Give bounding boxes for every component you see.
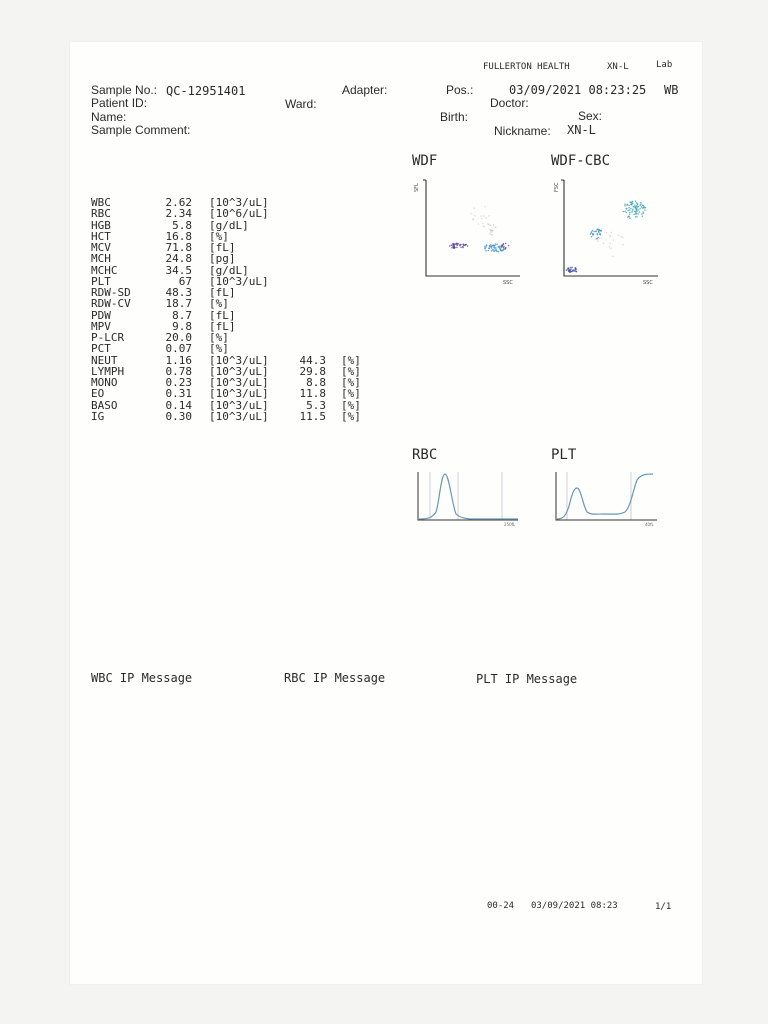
lymph-cluster-dot: [459, 245, 461, 247]
result-unit: [10^3/uL]: [209, 398, 269, 412]
patient-id-label: Patient ID:: [91, 96, 148, 110]
nickname-value: XN-L: [567, 123, 596, 137]
result-name: EO: [91, 387, 105, 401]
debris-dot: [478, 223, 480, 225]
wbc-cluster-dot: [631, 202, 633, 204]
wbc-cluster-dot: [638, 213, 640, 215]
rbc-ghost-dot: [569, 270, 571, 272]
wbc-cluster-dot: [638, 209, 640, 211]
wbc-cluster-dot: [636, 202, 638, 204]
result-unit: [pg]: [209, 252, 236, 266]
result-value: 0.31: [165, 387, 192, 401]
rbc-distribution-curve: [419, 474, 518, 519]
neut-cluster-dot: [492, 245, 494, 247]
wbc-cluster-dot: [629, 213, 631, 215]
result-unit: [fL]: [209, 286, 236, 299]
plt-x-axis-label: 40fL: [645, 522, 654, 527]
result-unit: [g/dL]: [209, 263, 249, 277]
result-name: MONO: [91, 376, 118, 389]
debris-dot: [470, 213, 472, 215]
result-name: NEUT: [91, 353, 118, 367]
wbc-cluster-dot: [640, 202, 642, 204]
wdf-cbc-cell-clusters: [566, 200, 647, 273]
wbc-cluster-dot: [600, 234, 602, 236]
rbc-ghost-dot: [568, 267, 570, 269]
wbc-cluster-dot: [635, 208, 637, 210]
wbc-cluster-dot: [595, 230, 597, 232]
result-percent: 44.3: [299, 353, 326, 367]
result-value: 67: [178, 274, 192, 288]
wbc-cluster-dot: [644, 209, 646, 211]
result-name: RBC: [91, 207, 111, 221]
result-name: PLT: [91, 274, 111, 288]
mono-cluster-dot: [492, 230, 494, 232]
result-name: LYMPH: [91, 364, 125, 378]
neut-cluster-dot: [496, 251, 498, 253]
wdf-cbc-title: WDF-CBC: [551, 153, 611, 169]
wbc-cluster-dot: [597, 234, 599, 236]
mono-cluster-dot: [490, 225, 492, 227]
wbc-cluster-dot: [629, 209, 631, 211]
result-unit: [10^6/uL]: [209, 207, 269, 221]
footer-page: 1/1: [655, 902, 672, 912]
neut-cluster-dot: [488, 250, 490, 252]
mono-cluster-dot: [489, 233, 491, 235]
wbc-cluster-dot: [644, 206, 646, 208]
wbc-cluster-dot: [640, 203, 642, 205]
rbc-ghost-dot: [570, 267, 572, 269]
result-percent-unit: [%]: [341, 353, 361, 367]
wbc-cluster-dot: [632, 201, 634, 203]
wbc-cluster-dot: [632, 208, 634, 210]
wbc-cluster-dot: [591, 236, 593, 238]
neut-cluster-dot: [485, 250, 487, 252]
debris-dot: [474, 207, 476, 209]
debris-dot: [488, 215, 490, 217]
neut-cluster-dot: [491, 246, 493, 248]
wbc-cluster-dot: [632, 206, 634, 208]
neut-cluster-dot: [489, 245, 491, 247]
result-name: IG: [91, 409, 105, 423]
debris-dot: [485, 217, 487, 219]
wdf-cell-clusters: [449, 206, 509, 252]
wbc-cluster-dot: [624, 211, 626, 213]
neut-cluster-dot: [498, 246, 500, 248]
neut-cluster-dot: [498, 251, 500, 253]
result-value: 1.16: [165, 353, 192, 367]
wbc-cluster-dot: [590, 232, 592, 234]
neut-cluster-dot: [499, 247, 501, 249]
rbc-ghost-dot: [576, 271, 578, 273]
result-unit: [%]: [209, 331, 229, 344]
debris-dot: [473, 218, 475, 220]
neut-cluster-dot: [493, 247, 495, 249]
wbc-cluster-dot: [592, 230, 594, 232]
wbc-ip-message: WBC IP Message: [91, 671, 193, 685]
debris-dot: [608, 246, 610, 248]
result-unit: [%]: [209, 342, 229, 356]
wbc-cluster-dot: [639, 211, 641, 213]
result-percent: 11.8: [299, 387, 326, 401]
wbc-cluster-dot: [641, 213, 643, 215]
result-value: 48.3: [165, 286, 192, 299]
wdf-scattergram: [410, 176, 526, 286]
lymph-cluster-dot: [457, 243, 459, 245]
wbc-cluster-dot: [637, 204, 639, 206]
wdf-y-axis-label: SFL: [414, 183, 420, 192]
lymph-cluster-dot: [451, 244, 453, 246]
result-name: BASO: [91, 398, 118, 412]
result-unit: [fL]: [209, 308, 236, 322]
result-unit: [10^3/uL]: [209, 196, 269, 209]
result-name: HGB: [91, 218, 111, 232]
debris-dot: [487, 223, 489, 225]
org-name: FULLERTON HEALTH: [483, 62, 570, 72]
debris-dot: [611, 232, 613, 234]
result-value: 34.5: [165, 263, 192, 277]
result-unit: [10^3/uL]: [209, 376, 269, 389]
wbc-cluster-dot: [596, 238, 598, 240]
result-name: HCT: [91, 229, 111, 243]
result-unit: [%]: [209, 229, 229, 243]
wbc-cluster-dot: [632, 210, 634, 212]
eo-cluster-dot: [501, 244, 503, 246]
wdf-cbc-x-axis-label: SSC: [643, 280, 653, 286]
mono-cluster-dot: [493, 224, 495, 226]
result-unit: [10^3/uL]: [209, 353, 269, 367]
result-name: MCHC: [91, 263, 118, 277]
lymph-cluster-dot: [449, 245, 451, 247]
neut-cluster-dot: [486, 244, 488, 246]
result-value: 24.8: [165, 252, 192, 266]
result-unit: [%]: [209, 297, 229, 311]
wdf-cbc-scattergram: [550, 176, 666, 286]
neut-cluster-dot: [492, 249, 494, 251]
neut-cluster-dot: [494, 245, 496, 247]
birth-label: Birth:: [440, 110, 469, 124]
result-percent-unit: [%]: [341, 398, 361, 412]
lymph-cluster-dot: [456, 247, 458, 249]
doctor-label: Doctor:: [490, 96, 529, 110]
debris-dot: [622, 244, 624, 246]
rbc-x-axis-label: 250fL: [504, 522, 516, 527]
sample-no-label: Sample No.:: [91, 83, 158, 97]
nickname-label: Nickname:: [494, 124, 551, 138]
wbc-cluster-dot: [593, 231, 595, 233]
wbc-cluster-dot: [636, 216, 638, 218]
mono-cluster-dot: [490, 230, 492, 232]
wbc-cluster-dot: [623, 211, 625, 213]
neut-cluster-dot: [503, 249, 505, 251]
debris-dot: [594, 239, 596, 241]
neut-cluster-dot: [500, 250, 502, 252]
wbc-cluster-dot: [629, 212, 631, 214]
result-name: MPV: [91, 319, 111, 333]
result-value: 0.30: [165, 409, 192, 423]
wbc-cluster-dot: [635, 211, 637, 213]
debris-dot: [481, 218, 483, 220]
rbc-ip-message: RBC IP Message: [284, 671, 386, 685]
debris-dot: [601, 238, 603, 240]
debris-dot: [480, 215, 482, 217]
rbc-title: RBC: [412, 447, 438, 463]
report-datetime: 03/09/2021 08:23:25: [509, 83, 647, 97]
plt-title: PLT: [551, 447, 577, 463]
sample-no-value: QC-12951401: [166, 84, 246, 98]
result-percent-unit: [%]: [341, 364, 361, 378]
neut-cluster-dot: [496, 244, 498, 246]
wbc-cluster-dot: [628, 207, 630, 209]
result-percent-unit: [%]: [341, 409, 361, 423]
result-value: 2.34: [165, 207, 192, 221]
result-unit: [g/dL]: [209, 218, 249, 232]
result-value: 8.7: [172, 308, 192, 322]
mono-cluster-dot: [490, 231, 492, 233]
wbc-cluster-dot: [631, 204, 633, 206]
debris-dot: [484, 206, 486, 208]
plt-distribution-curve: [557, 474, 653, 519]
wbc-cluster-dot: [593, 233, 595, 235]
wbc-cluster-dot: [598, 229, 600, 231]
pos-label: Pos.:: [446, 83, 474, 97]
wbc-cluster-dot: [628, 210, 630, 212]
neut-cluster-dot: [495, 243, 497, 245]
result-value: 18.7: [165, 297, 192, 311]
result-value: 0.78: [165, 364, 192, 378]
footer-code: 00-24: [487, 901, 515, 911]
wbc-cluster-dot: [630, 208, 632, 210]
debris-dot: [610, 235, 612, 237]
name-label: Name:: [91, 110, 127, 124]
result-name: RDW-CV: [91, 297, 131, 311]
result-value: 16.8: [165, 229, 192, 243]
eo-cluster-dot: [508, 245, 510, 247]
sample-comment-label: Sample Comment:: [91, 123, 191, 137]
debris-dot: [610, 247, 612, 249]
rbc-histogram: [414, 468, 524, 528]
rbc-ghost-dot: [566, 269, 568, 271]
sex-label: Sex:: [578, 109, 603, 123]
result-unit: [10^3/uL]: [209, 274, 269, 288]
wbc-cluster-dot: [635, 200, 637, 202]
result-percent: 29.8: [299, 364, 326, 378]
neut-cluster-dot: [494, 250, 496, 252]
wbc-cluster-dot: [598, 232, 600, 234]
mono-cluster-dot: [491, 234, 493, 236]
result-unit: [10^3/uL]: [209, 387, 269, 401]
eo-cluster-dot: [505, 248, 507, 250]
result-name: PDW: [91, 308, 111, 322]
mono-cluster-dot: [483, 226, 485, 228]
result-percent: 11.5: [299, 409, 326, 423]
debris-dot: [613, 239, 615, 241]
wbc-cluster-dot: [626, 208, 628, 210]
wbc-cluster-dot: [626, 204, 628, 206]
debris-dot: [483, 215, 485, 217]
lymph-cluster-dot: [452, 244, 454, 246]
mono-cluster-dot: [495, 227, 497, 229]
wbc-cluster-dot: [629, 217, 631, 219]
rbc-ghost-dot: [575, 267, 577, 269]
dept-name: Lab: [656, 60, 673, 70]
lymph-cluster-dot: [462, 246, 464, 248]
wbc-cluster-dot: [643, 212, 645, 214]
result-name: MCV: [91, 241, 111, 254]
lymph-cluster-dot: [467, 245, 469, 247]
wdf-cbc-y-axis-label: FSC: [554, 182, 560, 192]
wbc-cluster-dot: [624, 205, 626, 207]
result-unit: [fL]: [209, 319, 236, 333]
debris-dot: [603, 243, 605, 245]
result-percent-unit: [%]: [341, 376, 361, 389]
debris-dot: [618, 235, 620, 237]
lymph-cluster-dot: [463, 245, 465, 247]
sample-mode: WB: [664, 83, 679, 97]
result-value: 0.23: [165, 376, 192, 389]
result-percent-unit: [%]: [341, 387, 361, 401]
wbc-cluster-dot: [624, 203, 626, 205]
debris-dot: [606, 232, 608, 234]
wbc-cluster-dot: [642, 204, 644, 206]
lymph-cluster-dot: [454, 247, 456, 249]
wbc-cluster-dot: [642, 215, 644, 217]
rbc-ghost-dot: [572, 269, 574, 271]
result-unit: [10^3/uL]: [209, 409, 269, 423]
lymph-cluster-dot: [456, 244, 458, 246]
debris-dot: [622, 237, 624, 239]
debris-dot: [474, 215, 476, 217]
debris-dot: [609, 243, 611, 245]
analyzer-name: XN-L: [607, 62, 629, 72]
wbc-cluster-dot: [635, 206, 637, 208]
result-value: 2.62: [165, 196, 192, 209]
result-name: PCT: [91, 342, 111, 356]
debris-dot: [482, 223, 484, 225]
rbc-ghost-dot: [574, 270, 576, 272]
adapter-label: Adapter:: [342, 83, 388, 97]
result-name: WBC: [91, 196, 111, 209]
lymph-cluster-dot: [460, 247, 462, 249]
debris-dot: [599, 238, 601, 240]
result-value: 5.8: [172, 218, 192, 232]
rbc-ghost-dot: [571, 271, 573, 273]
plt-histogram: [553, 468, 665, 528]
wdf-x-axis-label: SSC: [503, 280, 513, 286]
result-value: 0.14: [165, 398, 192, 412]
result-unit: [10^3/uL]: [209, 364, 269, 378]
result-value: 9.8: [172, 319, 192, 333]
ward-label: Ward:: [285, 97, 317, 111]
result-name: P-LCR: [91, 331, 125, 344]
result-name: MCH: [91, 252, 111, 266]
eo-cluster-dot: [505, 243, 507, 245]
wbc-cluster-dot: [642, 207, 644, 209]
wbc-cluster-dot: [637, 206, 639, 208]
wbc-cluster-dot: [635, 216, 637, 218]
wbc-cluster-dot: [639, 208, 641, 210]
rbc-ghost-dot: [571, 267, 573, 269]
result-value: 20.0: [165, 331, 192, 344]
footer-datetime: 03/09/2021 08:23: [531, 901, 618, 911]
result-unit: [fL]: [209, 241, 236, 254]
result-value: 71.8: [165, 241, 192, 254]
eo-cluster-dot: [503, 247, 505, 249]
rbc-ghost-dot: [570, 268, 572, 270]
result-name: RDW-SD: [91, 286, 131, 299]
neut-cluster-dot: [485, 246, 487, 248]
wbc-cluster-dot: [628, 216, 630, 218]
eo-cluster-dot: [503, 243, 505, 245]
wbc-cluster-dot: [600, 230, 602, 232]
wbc-cluster-dot: [628, 205, 630, 207]
debris-dot: [612, 255, 614, 257]
plt-ip-message: PLT IP Message: [476, 672, 578, 686]
wbc-cluster-dot: [634, 204, 636, 206]
result-value: 0.07: [165, 342, 192, 356]
debris-dot: [597, 240, 599, 242]
neut-cluster-dot: [489, 248, 491, 250]
wdf-title: WDF: [412, 153, 438, 169]
result-percent: 8.8: [306, 376, 326, 389]
wbc-cluster-dot: [641, 206, 643, 208]
wbc-cluster-dot: [633, 214, 635, 216]
neut-cluster-dot: [495, 247, 497, 249]
result-percent: 5.3: [306, 398, 326, 412]
